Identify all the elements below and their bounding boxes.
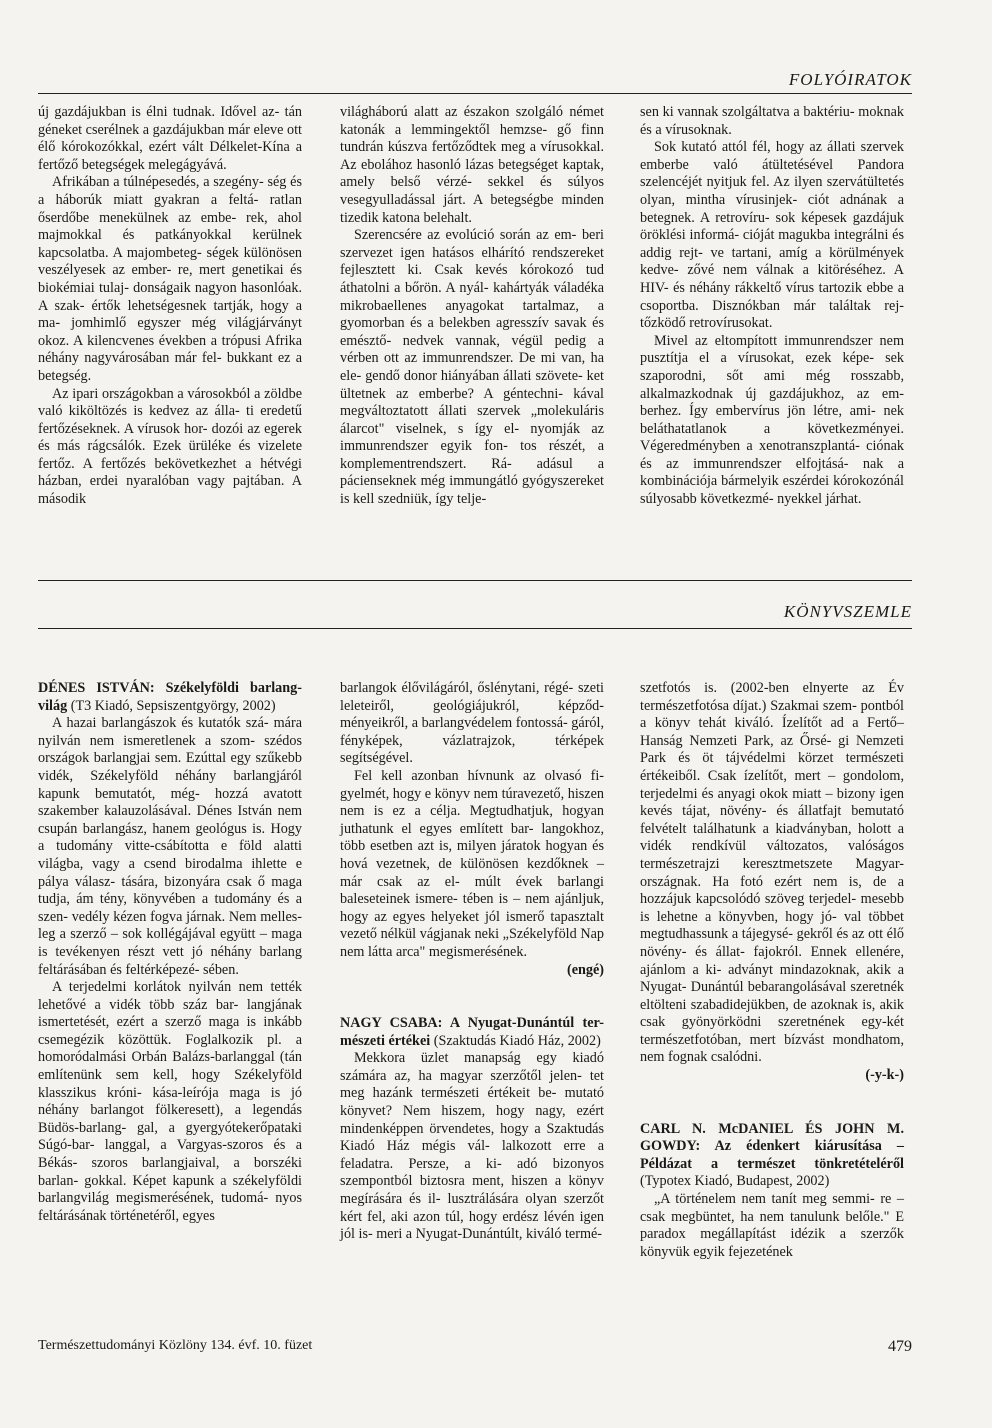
paragraph: Mekkora üzlet manapság egy kiadó számára az, ha magyar szerzőtől jelen- tet meg hazánk természeti értékeit be- mutató könyvet? Nem hiszem, hogy nagy, ezért mindenképpen örvendetes, hogy a Szaktudás Kiadó Ház mégis vál- lalkozott erre a feladatra. Persze, a ki- adó bizonyos szempontból biztosra ment, hiszen a könyv megírására és il- lusztrálására olyan szerzőt kért fel, aki azon túl, hogy erdész lévén igen jól is- meri a Nyugat-Dunántúlt, kiváló termé- [340,1050,604,1243]
section-heading-folyoiratok: FOLYÓIRATOK [788,70,912,89]
paragraph: Az ipari országokban a városokból a zöldbe való kiköltözés is kedvez az álla- ti eredetű fertőzéseknek. A vírusok hor- dozói az egerek és más rágcsálók. Ezek ürüléke és vizelete fertőz. A fertőzés bekövetkezhet a hétvégi házban, erdei nyaralóban vagy pajtában. A második [38,385,302,508]
review-column-2 [340,680,604,1244]
review-heading [38,680,302,715]
paragraph: Fel kell azonban hívnunk az olvasó fi- gyelmét, hogy e könyv nem túravezető, hiszen nem is ez a célja. Megtudhatjuk, hogyan juthatunk el egyes említett bar- langokhoz, több esetben azt is, milyen járatok hogyan és hová vezetnek, de különösen kezdőknek – már csak az el- múlt évek barlangi baleseteinek ismere- tében is – nem ajánljuk, hogy az egyes helyeket jól ismerő tapasztalt vezető nélkül vágjanak neki „Székelyföld Nap nem látta arca" megismerésének. [340,767,604,960]
review-signature: (engé) [566,961,604,978]
paragraph: világháború alatt az északon szolgáló német katonák a lemmingektől hemzse- gő finn tundrán kúszva fertőződtek meg a vírusokkal. Az ebolához hasonló lázas betegséget kaptak, amely belső vérzé- sekkel és súlyos vesegyulladással járt. A betegségbe minden tizedik katona belehalt. [340,104,604,226]
spacer [640,1085,904,1121]
review-publisher: (Szaktudás Kiadó Ház, 2002) [430,1032,601,1049]
review-heading [640,1121,904,1191]
section-heading-konyvszemle: KÖNYVSZEMLE [783,602,912,621]
review-title: DÉNES ISTVÁN: Székelyföldi barlang- világ [38,680,302,714]
review-title: NAGY CSABA: A Nyugat-Dunántúl ter- mészeti értékei [340,1015,604,1049]
article-column-2 [340,104,604,509]
paragraph: barlangok élővilágáról, őslénytani, régé- szeti leleteiről, geológiájukról, képződ- ményeikről, a barlangvédelem fontossá- gáról, fényképek, vázlatrajzok, térképek segítségével. [340,680,604,767]
paragraph: „A történelem nem tanít meg semmi- re – csak megbüntet, ha nem tanulunk belőle." E paradox megállapítást idézik a szerzők könyvük egyik fejezetének [640,1191,904,1260]
paragraph: A hazai barlangászok és kutatók szá- mára nyilván nem ismeretlenek a szom- szédos országok barlangjai sem. Ezúttal egy szűkebb vidék, Székelyföld néhány barlangjáról kapunk bemutatót, még- hozzá avatott szakember kalauzolásával. Dénes István nem csupán barlangász, hanem geológus is. Hogy a tudomány vitte-csábította e föld alatti világba, vagy a csend birodalma ihlette e pálya válasz- tására, bizonyára csak ő maga tudja, ám tény, könyvében a tudomány és a szen- vedély kézen fogva járnak. Nem melles- leg a szerző – sok kollégájával együtt – maga is tevékenyen részt vett jó néhány barlang feltárásában és feltérképezé- sében. [38,715,302,978]
review-signature: (-y-k-) [865,1067,904,1084]
paragraph: Afrikában a túlnépesedés, a szegény- ség és a háborúk miatt gyakran a feltá- ratlan őserdőbe menekülnek az embe- rek, ahol majmokkal és patkányokkal kerülnek kapcsolatba. A majombeteg- ségek különösen veszélyesek az ember- re, mert genetikai és biokémiai tulaj- donságaik nagyon hasonlóak. A szak- értők lehetségesnek tartják, hogy a ma- jomhimlő egyszer még világjárványt okoz. A kilencvenes években a trópusi Afrika néhány nagyvárosában már fel- bukkant ez a betegség. [38,174,302,384]
article-column-3 [640,104,904,509]
review-title: CARL N. McDANIEL ÉS JOHN M. GOWDY: Az édenkert kiárusítása – Példázat a természet tönkretételéről [640,1120,904,1172]
paragraph: A terjedelmi korlátok nyilván nem tették lehetővé a vidék több száz bar- langjának ismertetését, ezért a szerző maga is inkább csemegézik közöttük. Foglalkozik pl. a homoródalmási Orbán Balázs-barlanggal (tán említenünk sem kell, hogy Székelyföld klasszikus króni- kása-leírója maga is jó néhány barlangot fölkeresett), a legendás Büdös-barlang- gal, a gyergyótekerőpataki Súgó-bar- langgal, a Vargyas-szoros és a Békás- szoros barlangjaival, a borszéki barlan- gokkal. Képet kapunk a székelyföldi barlangvilág megismerésének, tudomá- nyos feltárásának történetéről, egyes [38,979,302,1224]
page-number: 479 [888,1338,912,1355]
paragraph: új gazdájukban is élni tudnak. Idővel az- tán géneket cserélnek a gazdájukban már eleve ott élő kórokozókkal, ezért vált Délkelet-Kína a fertőző betegségek melegágyává. [38,104,302,173]
paragraph: sen ki vannak szolgáltatva a baktériu- moknak és a vírusoknak. [640,104,904,138]
article-column-1 [38,104,302,509]
section-divider-rule [38,580,912,581]
review-column-3 [640,680,904,1261]
review-column-1 [38,680,302,1225]
top-rule [38,93,912,94]
section-rule [38,628,912,629]
paragraph: szetfotós is. (2002-ben elnyerte az Év természetfotósa díjat.) Szakmai szem- pontból a könyv tehát kiváló. Ízelítőt ad a Fertő–Hanság Nemzeti Park, az Őrsé- gi Nemzeti Park és öt tájvédelmi körzet természeti értékeiből. Csak ízelítőt, mert – gondolom, terjedelmi és anyagi okok miatt – bizony igen kevés tájat, növény- és állatfajt bemutató felvételt találhatunk a kiadványban, holott a vidék rendkívül változatos, valóságos természetrajzi keresztmetszete Magyar- országnak. Ha fotó ezért nem is, de a hozzájuk kapcsolódó szöveg terjedel- mesebb is lehetne a könyvben, hogy jó- val többet megtudhassunk a tájegysé- gekről és az ott élő növény- és állat- fajokról. Ennek ellenére, ajánlom a ki- adványt mindazoknak, akik a Nyugat- Dunántúl bebarangolásával szeretnék eltölteni szabadidejükben, de azoknak is, akik csak gyönyörködni szeretnének egy-két természetfotóban, mert bízvást mondhatom, nem fognak csalódni. [640,680,904,1066]
spacer [340,979,604,1015]
footer-journal: Természettudományi Közlöny 134. évf. 10. füzet [38,1338,313,1353]
paragraph: Szerencsére az evolúció során az em- beri szervezet igen hatásos elhárító rendszereket fejlesztett ki. Csak kevés kórokozó tud áthatolni a bőrön. A nyál- kahártyák váladéka mikrobaellenes anyagokat tartalmaz, a gyomorban és a belekben agresszív savak és emésztő- nedvek vannak, végül pedig a vérben ott az immunrendszer. De mi van, ha ele- gendő donor hiányában állati szövete- ket ültetnek az emberbe? A géntechni- kával megváltoztatott állati szervek „molekuláris álarcot" viselnek, s így el- nyomják az immunrendszer egyik fon- tos részét, a komplementrendszert. Rá- adásul a pácienseknek még immungátló gyógyszereket is kell szedniük, így telje- [340,227,604,508]
review-heading [340,1015,604,1050]
review-publisher: (Typotex Kiadó, Budapest, 2002) [640,1173,830,1190]
paragraph: Sok kutató attól fél, hogy az állati szervek emberbe való átültetésével Pandora szelencéjét nyitjuk fel. Az ilyen szervátültetés olyan, mintha vírusinjek- ciót adnának a betegnek. A retrovíru- sok képesek gazdájuk öröklési informá- cióját magukba integrálni és addig rejt- ve tartani, amíg a körülmények kedve- zővé nem válnak a kitöréséhez. A HIV- és néhány rákkeltő vírus tartozik ebbe a csoportba. Disznókban már találtak rej- tőzködő retrovírusokat. [640,139,904,332]
review-publisher: (T3 Kiadó, Sepsiszentgyörgy, 2002) [67,697,276,714]
paragraph: Mivel az eltompított immunrendszer nem pusztítja el a vírusokat, ezek képe- sek szaporodni, sőt ami még rosszabb, alkalmazkodnak új gazdájukhoz, az em- berhez. Így embervírus jön létre, ami- nek beláthatatlanok a következményei. Végeredményben a xenotranszplantá- ciónak és az immunrendszer elfojtásá- nak a kombinációja bármelyik eszérdei kórokozónál súlyosabb következmé- nyekkel járhat. [640,332,904,508]
